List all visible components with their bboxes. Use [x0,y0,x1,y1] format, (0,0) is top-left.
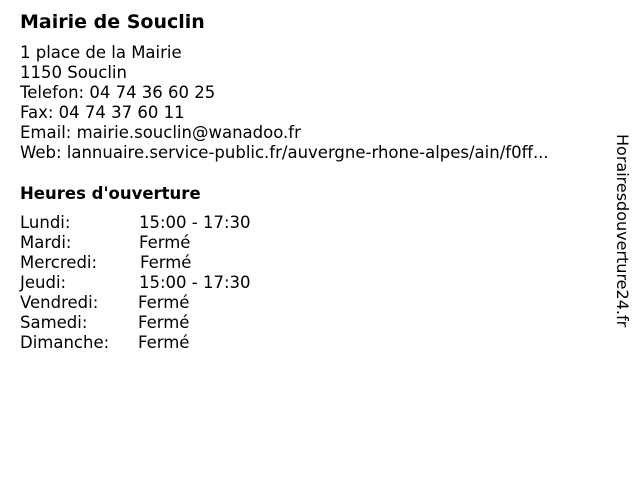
day-label: Samedi: [20,313,88,332]
contact-block [20,43,549,163]
hours-value: Fermé [140,253,192,272]
hours-value: Fermé [138,313,190,332]
hours-heading: Heures d'ouverture [20,184,201,203]
fax-number: Fax: 04 74 37 60 11 [20,103,185,122]
hours-value: Fermé [138,293,190,312]
day-label: Lundi: [20,213,71,232]
day-label: Mercredi: [20,253,98,272]
day-label: Jeudi: [20,273,67,292]
address-street: 1 place de la Mairie [20,43,182,62]
hours-value: Fermé [138,333,190,352]
hours-value: Fermé [139,233,191,252]
address-city: 1150 Souclin [20,63,127,82]
hours-value: 15:00 - 17:30 [139,213,251,232]
website-link[interactable]: Web: lannuaire.service-public.fr/auvergne-rhone-alpes/ain/f0ff... [20,143,549,162]
email-address: Email: mairie.souclin@wanadoo.fr [20,123,301,142]
day-label: Dimanche: [20,333,110,352]
day-label: Mardi: [20,233,72,252]
hours-value: 15:00 - 17:30 [139,273,251,292]
day-label: Vendredi: [20,293,99,312]
page-title: Mairie de Souclin [20,11,205,33]
brand-watermark: Horairesdouverture24.fr [613,134,632,328]
phone-number: Telefon: 04 74 36 60 25 [20,83,216,102]
